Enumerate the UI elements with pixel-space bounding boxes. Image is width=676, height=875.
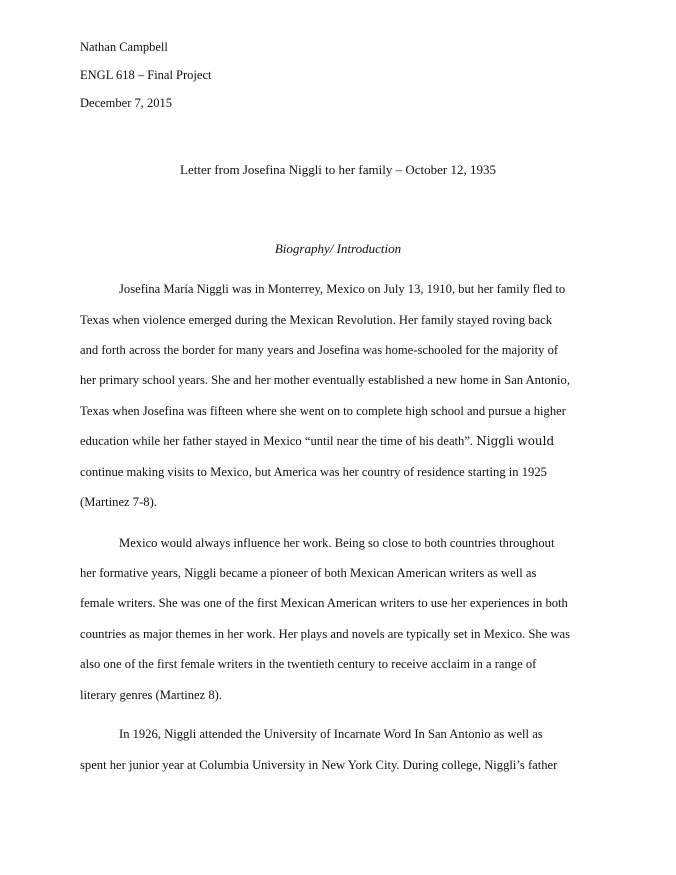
paragraph-1-line-4: her primary school years. She and her mother eventually established a new home in San Antonio, [80, 373, 570, 387]
course-title: ENGL 618 – Final Project [80, 68, 212, 82]
paragraph-3-line-2: spent her junior year at Columbia University in New York City. During college, Niggli’s father [80, 758, 558, 772]
section-heading: Biography/ Introduction [274, 241, 402, 256]
author-name: Nathan Campbell [80, 40, 168, 54]
paragraph-1-line-5: Texas when Josefina was fifteen where she went on to complete high school and pursue a higher [80, 404, 566, 418]
paragraph-3-line-1: In 1926, Niggli attended the University of Incarnate Word In San Antonio as well as [119, 727, 543, 741]
paragraph-2-line-6: literary genres (Martinez 8). [80, 688, 222, 702]
document-date: December 7, 2015 [80, 96, 172, 110]
paragraph-2-line-3: female writers. She was one of the first Mexican American writers to use her experiences in both [80, 596, 568, 610]
paragraph-1-line-6-text: education while her father stayed in Mexico “until near the time of his death”. [80, 434, 474, 448]
paragraph-1-line-7: continue making visits to Mexico, but America was her country of residence starting in 1925 [80, 465, 547, 479]
document-title: Letter from Josefina Niggli to her family – October 12, 1935 [180, 162, 496, 177]
paragraph-2-line-5: also one of the first female writers in the twentieth century to receive acclaim in a range of [80, 657, 537, 671]
paragraph-1-line-6 [80, 433, 554, 449]
paragraph-1-line-2: Texas when violence emerged during the Mexican Revolution. Her family stayed roving back [80, 313, 553, 327]
paragraph-1-line-6-inserted-text: Niggli would [476, 434, 555, 448]
paragraph-1-line-8: (Martinez 7-8). [80, 495, 157, 509]
paragraph-1-line-3: and forth across the border for many years and Josefina was home-schooled for the majority of [80, 343, 559, 357]
paragraph-2-line-4: countries as major themes in her work. Her plays and novels are typically set in Mexico. She was [80, 627, 570, 641]
paragraph-1-line-1: Josefina María Niggli was in Monterrey, Mexico on July 13, 1910, but her family fled to [119, 282, 566, 296]
paragraph-2-line-1: Mexico would always influence her work. Being so close to both countries throughout [119, 536, 555, 550]
paragraph-2-line-2: her formative years, Niggli became a pioneer of both Mexican American writers as well as [80, 566, 537, 580]
